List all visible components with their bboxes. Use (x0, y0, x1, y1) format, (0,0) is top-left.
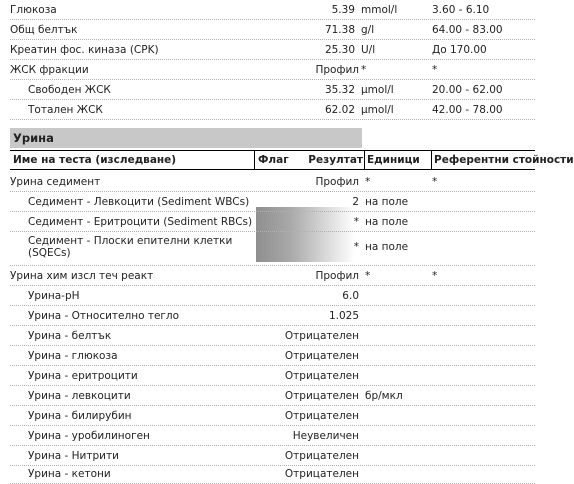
test-name: Урина-pH (28, 290, 80, 302)
test-unit: µmol/l (361, 84, 394, 96)
test-name: Тотален ЖСК (28, 104, 103, 116)
test-name: Креатин фос. киназа (CPK) (10, 44, 159, 56)
table-row (10, 100, 535, 120)
table-row (10, 40, 535, 60)
test-result: Профил (315, 64, 359, 76)
test-name: Урина хим изсл теч реакт (10, 270, 154, 282)
test-reference: 64.00 - 83.00 (432, 24, 503, 36)
table-row (10, 406, 535, 426)
table-row (10, 346, 535, 366)
test-result: * (353, 216, 359, 228)
table-row (10, 426, 535, 446)
header-test-name: Име на теста (изследване) (13, 154, 177, 166)
test-name: Общ белтък (10, 24, 78, 36)
test-result: Отрицателен (284, 468, 359, 480)
test-name: Урина седимент (10, 176, 101, 188)
test-name: Урина - глюкоза (28, 350, 118, 362)
table-row (10, 306, 535, 326)
test-reference: 3.60 - 6.10 (432, 4, 490, 16)
table-row (10, 446, 535, 466)
test-unit: * (361, 64, 367, 76)
test-unit: g/l (361, 24, 375, 36)
test-name: Урина - кетони (28, 468, 111, 480)
test-reference: * (432, 176, 438, 188)
test-name: Седимент - Еритроцити (Sediment RBCs) (28, 216, 253, 228)
test-name: Урина - Относително тегло (28, 310, 180, 322)
test-result: 2 (352, 196, 359, 208)
test-name: Урина - еритроцити (28, 370, 138, 382)
test-reference: 42.00 - 78.00 (432, 104, 503, 116)
table-row (10, 20, 535, 40)
column-divider (364, 151, 365, 169)
test-result: Профил (315, 176, 359, 188)
test-unit: бр/мкл (365, 390, 403, 402)
test-name: Урина - уробилиноген (28, 430, 150, 442)
test-name: Урина - Нитрити (28, 450, 119, 462)
test-result: Отрицателен (284, 350, 359, 362)
test-unit: mmol/l (361, 4, 398, 16)
table-row (10, 232, 535, 266)
column-divider (431, 151, 432, 169)
test-name: Урина - левкоцити (28, 390, 131, 402)
table-row (10, 212, 535, 232)
header-unit: Единици (367, 154, 420, 166)
table-row (10, 464, 535, 484)
table-row (10, 80, 535, 100)
table-row (10, 0, 535, 20)
header-reference: Референтни стойности (434, 154, 574, 166)
test-result: 62.02 (324, 104, 355, 116)
test-name-line: Седимент - Плоски епителни клетки (28, 235, 233, 247)
test-name: Урина - билирубин (28, 410, 132, 422)
table-row (10, 172, 535, 192)
test-unit: * (365, 270, 371, 282)
test-name: Урина - белтък (28, 330, 112, 342)
test-result: Отрицателен (284, 390, 359, 402)
test-result: 6.0 (342, 290, 359, 302)
test-result: Профил (315, 270, 359, 282)
table-row (10, 366, 535, 386)
header-flag: Флаг (258, 154, 289, 166)
test-reference: * (432, 64, 438, 76)
test-unit: µmol/l (361, 104, 394, 116)
table-row (10, 60, 535, 80)
test-reference: * (432, 270, 438, 282)
test-name (28, 235, 232, 259)
test-unit: * (365, 176, 371, 188)
table-header (10, 150, 574, 170)
column-divider (254, 151, 255, 169)
test-result: 25.30 (324, 44, 355, 56)
test-name: Седимент - Левкоцити (Sediment WBCs) (28, 196, 250, 208)
header-result: Резултат (308, 154, 363, 166)
table-row (10, 286, 535, 306)
test-result: Отрицателен (284, 330, 359, 342)
test-reference: 20.00 - 62.00 (432, 84, 503, 96)
test-result: Отрицателен (284, 450, 359, 462)
test-name: ЖСК фракции (10, 64, 89, 76)
test-unit: U/l (361, 44, 376, 56)
test-result: 71.38 (324, 24, 355, 36)
test-unit: на поле (365, 216, 409, 228)
test-result: * (353, 241, 359, 253)
test-name-line: (SQECs) (28, 247, 71, 259)
test-result: 35.32 (324, 84, 355, 96)
table-row (10, 326, 535, 346)
table-row (10, 266, 535, 286)
test-result: 1.025 (328, 310, 359, 322)
test-reference: До 170.00 (432, 44, 487, 56)
section-title: Урина (10, 128, 362, 148)
test-unit: на поле (365, 196, 409, 208)
test-result: Отрицателен (284, 370, 359, 382)
test-result: Отрицателен (284, 410, 359, 422)
test-result: 5.39 (331, 4, 355, 16)
test-name: Свободен ЖСК (28, 84, 111, 96)
test-result: Неувеличен (292, 430, 359, 442)
table-row (10, 192, 535, 212)
test-name: Глюкоза (10, 4, 57, 16)
table-row (10, 386, 535, 406)
test-unit: на поле (365, 241, 409, 253)
